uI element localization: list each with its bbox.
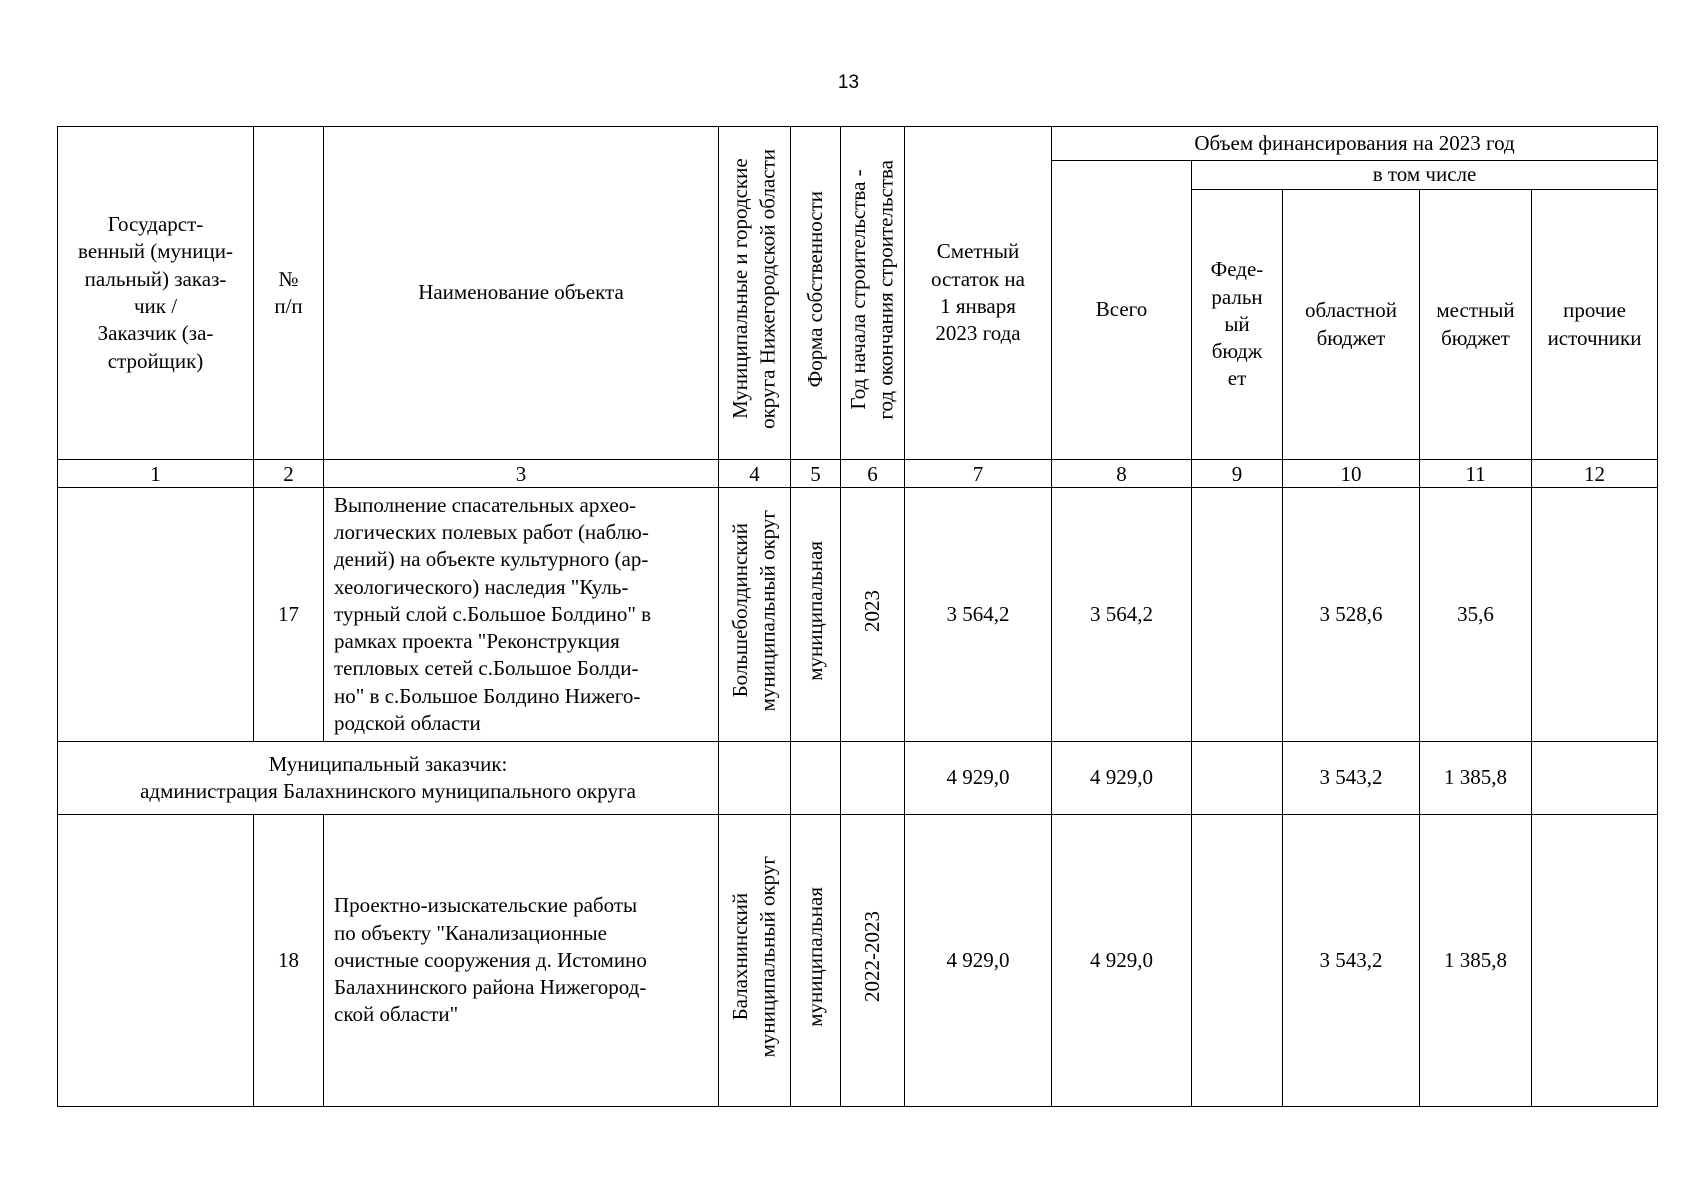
col-num-5: 5 — [791, 460, 841, 488]
col-num-8: 8 — [1052, 460, 1192, 488]
row-ownership-text: муниципальная — [802, 540, 827, 681]
row-ownership — [791, 488, 841, 742]
row-district-text: Балахнинский муниципальный округ — [728, 856, 780, 1058]
row-estimate: 4 929,0 — [905, 815, 1052, 1107]
row-object-name: Выполнение спасательных архео- логических полевых работ (наблю- дений) на объекте культурного (ар- хеологического) наследия "Куль- турный слой с.Большое Болдино" в рамках проекта "Реконструкция тепловых сетей с.Большое Болди- но" в с.Большое Болдино Нижего- родской области — [324, 488, 719, 742]
header-other: прочие источники — [1532, 190, 1658, 460]
row-total: 4 929,0 — [1052, 815, 1192, 1107]
row-district-text: Большеболдинский муниципальный округ — [728, 510, 780, 712]
row-object-name: Проектно-изыскательские работы по объекту "Канализационные очистные сооружения д. Истомино Балахнинского района Нижегород- ской области" — [324, 815, 719, 1107]
col-num-9: 9 — [1192, 460, 1283, 488]
col-num-1: 1 — [58, 460, 254, 488]
header-estimate: Сметный остаток на 1 января 2023 года — [905, 127, 1052, 460]
header-ownership — [791, 127, 841, 460]
row-years — [841, 815, 905, 1107]
header-object-name: Наименование объекта — [324, 127, 719, 460]
header-customer: Государст- венный (муници- пальный) заказ- чик / Заказчик (за- стройщик) — [58, 127, 254, 460]
row-regional: 3 528,6 — [1283, 488, 1420, 742]
header-row-1 — [58, 127, 1658, 161]
col-num-7: 7 — [905, 460, 1052, 488]
row-years-text: 2022-2023 — [859, 911, 884, 1003]
col-num-6: 6 — [841, 460, 905, 488]
financing-table — [57, 126, 1658, 1107]
row-years — [841, 488, 905, 742]
customer-group-federal — [1192, 742, 1283, 815]
customer-group-other — [1532, 742, 1658, 815]
customer-group-district — [719, 742, 791, 815]
customer-group-ownership — [791, 742, 841, 815]
customer-group-regional: 3 543,2 — [1283, 742, 1420, 815]
customer-group-label: Муниципальный заказчик: администрация Балахнинского муниципального округа — [58, 742, 719, 815]
header-funding-group: Объем финансирования на 2023 год — [1052, 127, 1658, 161]
row-total: 3 564,2 — [1052, 488, 1192, 742]
row-ownership — [791, 815, 841, 1107]
customer-group-estimate: 4 929,0 — [905, 742, 1052, 815]
row-federal — [1192, 488, 1283, 742]
header-years-text: Год начала строительства - год окончания строительства — [846, 159, 898, 420]
header-local: местный бюджет — [1420, 190, 1532, 460]
table-row — [58, 488, 1658, 742]
header-district-text: Муниципальные и городские округа Нижегородской области — [728, 149, 780, 430]
customer-group-row — [58, 742, 1658, 815]
header-ownership-text: Форма собственности — [802, 191, 827, 388]
row-district — [719, 815, 791, 1107]
row-local: 1 385,8 — [1420, 815, 1532, 1107]
header-years — [841, 127, 905, 460]
row-number: 18 — [254, 815, 324, 1107]
col-num-10: 10 — [1283, 460, 1420, 488]
row-ownership-text: муниципальная — [802, 886, 827, 1027]
header-district — [719, 127, 791, 460]
column-number-row — [58, 460, 1658, 488]
header-total: Всего — [1052, 161, 1192, 460]
row-number: 17 — [254, 488, 324, 742]
row-local: 35,6 — [1420, 488, 1532, 742]
header-federal: Феде- ральн ый бюдж ет — [1192, 190, 1283, 460]
row-federal — [1192, 815, 1283, 1107]
col-num-11: 11 — [1420, 460, 1532, 488]
row-other — [1532, 488, 1658, 742]
customer-group-years — [841, 742, 905, 815]
page-number: 13 — [837, 72, 860, 93]
col-num-3: 3 — [324, 460, 719, 488]
row-regional: 3 543,2 — [1283, 815, 1420, 1107]
row-district — [719, 488, 791, 742]
col-num-2: 2 — [254, 460, 324, 488]
row-years-text: 2023 — [859, 589, 884, 632]
row-customer-cell — [58, 488, 254, 742]
row-other — [1532, 815, 1658, 1107]
header-regional: областной бюджет — [1283, 190, 1420, 460]
row-estimate: 3 564,2 — [905, 488, 1052, 742]
col-num-4: 4 — [719, 460, 791, 488]
customer-group-total: 4 929,0 — [1052, 742, 1192, 815]
customer-group-local: 1 385,8 — [1420, 742, 1532, 815]
header-including: в том числе — [1192, 161, 1658, 190]
row-customer-cell — [58, 815, 254, 1107]
header-number: № п/п — [254, 127, 324, 460]
table-row — [58, 815, 1658, 1107]
col-num-12: 12 — [1532, 460, 1658, 488]
